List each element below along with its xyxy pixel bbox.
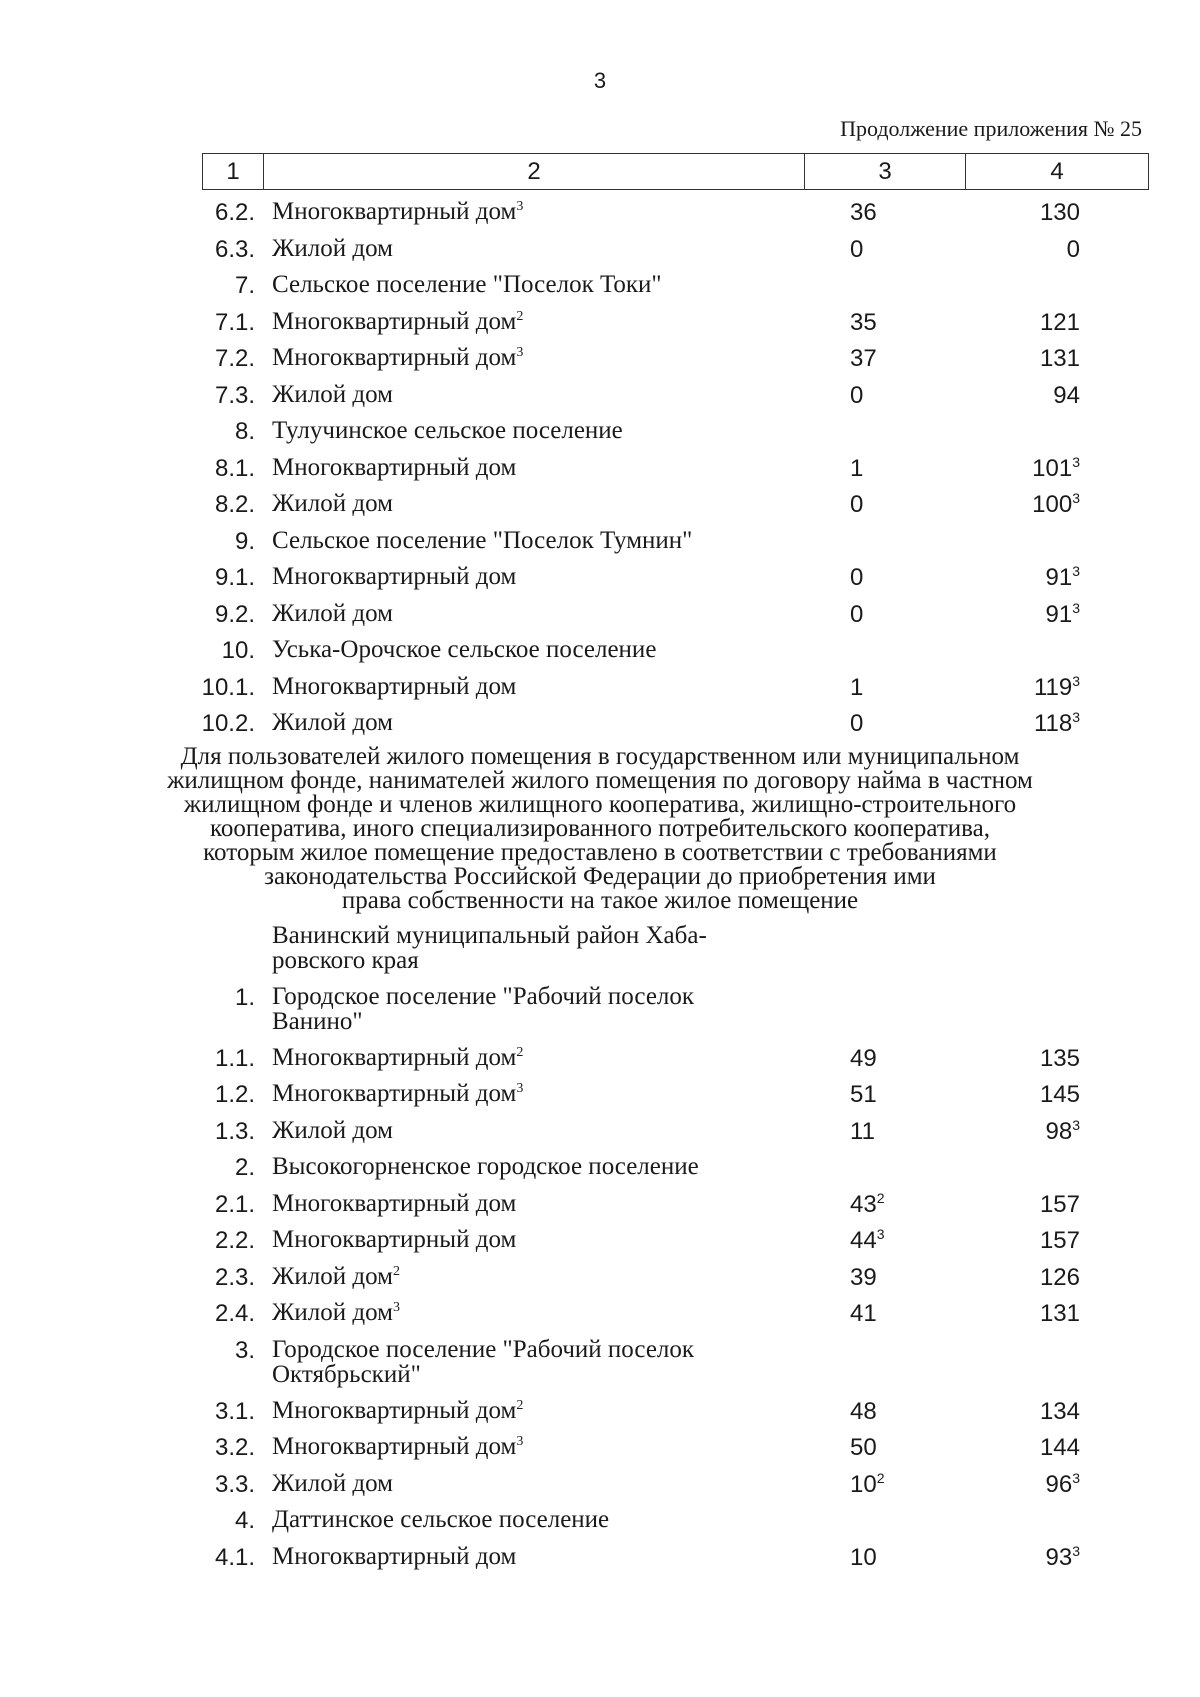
row-number: 9.2.: [214, 600, 255, 628]
section-heading-line: жилищном фонде и членов жилищного кооператива, жилищно-строительного: [183, 790, 1017, 818]
row-col3: [850, 564, 910, 592]
row-name-value: Ванинский муниципальный район Хаба-: [272, 921, 707, 949]
row-col3-value: 51: [850, 1081, 877, 1108]
row-number: 3.1.: [214, 1397, 255, 1425]
row-col4: [1010, 1300, 1080, 1328]
row-name-footnote-mark: 3: [392, 1300, 400, 1315]
row-col4-footnote-mark: 3: [1072, 709, 1080, 725]
row-col3-value: 44: [850, 1227, 877, 1254]
table-row: [0, 1150, 1200, 1187]
row-col3: [850, 1434, 910, 1462]
row-col4: [1010, 1264, 1080, 1292]
row-name-footnote-mark: 2: [516, 1397, 524, 1413]
row-name-value: Многоквартирный дом: [272, 307, 517, 335]
row-col3: [850, 1227, 910, 1255]
row-col4: [1010, 199, 1080, 227]
row-number: 10.1.: [201, 673, 255, 701]
section-heading: [0, 743, 1200, 919]
row-number: 2.: [234, 1154, 255, 1181]
row-col3: [850, 1398, 910, 1426]
row-number: 8.1.: [214, 454, 255, 482]
row-name-value: Многоквартирный дом: [272, 1433, 517, 1460]
table-row: [0, 1296, 1200, 1333]
row-col3-footnote-mark: 2: [876, 1189, 885, 1206]
row-name-footnote-mark: 3: [516, 199, 524, 214]
row-col3-value: 0: [850, 710, 864, 737]
section-heading-line: жилищном фонде, нанимателей жилого помещения по договору найма в частном: [167, 766, 1033, 794]
row-col4-footnote-mark: 3: [1072, 599, 1080, 616]
table-row: [0, 597, 1200, 634]
row-col3: [850, 1118, 910, 1146]
row-col4: [1010, 236, 1080, 264]
row-name-value: Многоквартирный дом: [272, 1189, 517, 1217]
row-col3: [850, 236, 910, 264]
row-name-value: Жилой дом: [272, 1299, 393, 1326]
row-name-value: Многоквартирный дом: [272, 1226, 517, 1253]
row-number: 7.3.: [214, 381, 255, 409]
row-col3-value: 37: [850, 345, 877, 372]
table-row: [0, 1077, 1200, 1114]
row-name-value: Высокогорненское городское поселение: [272, 1153, 699, 1180]
table-row: [0, 1223, 1200, 1260]
table-row: [0, 670, 1200, 707]
row-number: 3.3.: [214, 1470, 255, 1498]
row-number: 8.2.: [214, 491, 255, 518]
row-number: 1.3.: [214, 1117, 255, 1145]
row-number: 3.: [234, 1336, 255, 1364]
row-col3: [850, 199, 910, 227]
table-row: [0, 919, 1200, 980]
row-number: 3.2.: [214, 1434, 255, 1461]
row-col4: [1010, 601, 1080, 629]
column-header-3: 3: [805, 154, 966, 190]
table-row: [0, 1260, 1200, 1297]
row-name-value: Жилой дом: [272, 1469, 393, 1497]
rows-group-a: [0, 195, 1200, 743]
section-heading-line: которым жилое помещение предоставлено в соответствии с требованиями: [203, 838, 997, 866]
row-col3: [850, 1045, 910, 1073]
table-row: [0, 1467, 1200, 1504]
table-row: [0, 1394, 1200, 1431]
row-col4-footnote-mark: 3: [1072, 672, 1080, 689]
row-number: 8.: [234, 418, 255, 445]
row-col3-value: 0: [850, 235, 864, 263]
table-row: [0, 305, 1200, 342]
row-name-value: Жилой дом: [272, 599, 393, 627]
table-row: [0, 378, 1200, 415]
row-col4-footnote-mark: 3: [1072, 1116, 1080, 1133]
row-col4: [1010, 491, 1080, 519]
row-col4-value: 101: [1032, 454, 1073, 482]
row-col3: [850, 710, 910, 738]
row-col4-footnote-mark: 3: [1072, 563, 1080, 579]
row-col4-value: 118: [1033, 710, 1073, 737]
row-col4-value: 157: [1039, 1190, 1080, 1218]
row-col3-value: 41: [850, 1300, 877, 1327]
row-col4: [1010, 1118, 1080, 1146]
row-name: [272, 1337, 792, 1387]
row-name: [272, 1191, 792, 1216]
row-col3-value: 35: [850, 308, 877, 336]
row-number: 1.1.: [214, 1044, 255, 1072]
row-name-value: Уська-Орочское сельское поселение: [272, 636, 657, 663]
row-name-footnote-mark: 3: [516, 1081, 524, 1096]
row-col3: [850, 491, 910, 519]
row-number: 9.: [234, 527, 255, 555]
row-name: [272, 1264, 792, 1289]
row-name: [272, 236, 792, 261]
row-name-value: Жилой дом: [272, 380, 393, 408]
row-name-footnote-mark: 2: [516, 1044, 524, 1060]
row-col4-value: 121: [1039, 308, 1080, 336]
row-col4-value: 130: [1039, 199, 1080, 226]
row-name-value: Жилой дом: [272, 709, 393, 736]
row-col4: [1010, 1045, 1080, 1073]
row-number: 7.2.: [214, 345, 255, 372]
row-name-value: Жилой дом: [272, 490, 393, 517]
table-row: [0, 1540, 1200, 1577]
row-number: 2.1.: [214, 1190, 255, 1218]
row-name: [272, 601, 792, 626]
row-col4-value: 91: [1045, 564, 1073, 591]
row-col4-footnote-mark: 3: [1072, 1542, 1080, 1559]
row-name-value: Многоквартирный дом: [272, 563, 517, 590]
row-col4-value: 135: [1039, 1044, 1080, 1072]
table-row: [0, 1503, 1200, 1540]
section-heading-line: кооператива, иного специализированного потребительского кооператива,: [210, 814, 990, 842]
page-number: 3: [593, 68, 607, 93]
table-row: [0, 268, 1200, 305]
row-name-value: Жилой дом: [272, 1116, 393, 1144]
continuation-caption: Продолжение приложения № 25: [840, 116, 1142, 141]
row-name: [272, 674, 792, 699]
row-number: 6.3.: [214, 235, 255, 263]
row-col4-footnote-mark: 3: [1072, 453, 1080, 470]
row-name: [272, 564, 792, 589]
row-number: 1.2.: [214, 1081, 255, 1108]
row-col4: [1010, 1191, 1080, 1219]
row-name: [272, 1227, 792, 1252]
row-col3-value: 10: [850, 1470, 877, 1498]
row-name-continuation: Ванино": [272, 1007, 363, 1035]
row-name-value: Жилой дом: [272, 1262, 393, 1290]
table-row: [0, 560, 1200, 597]
row-name: [272, 1544, 792, 1569]
row-name: [272, 528, 792, 553]
row-col4-footnote-mark: 3: [1072, 1469, 1080, 1486]
row-number: 2.4.: [214, 1300, 255, 1327]
row-name-footnote-mark: 3: [516, 1434, 524, 1449]
row-col4-value: 100: [1032, 491, 1073, 518]
row-name: [272, 309, 792, 334]
row-col3: [850, 674, 910, 702]
row-number: 2.3.: [214, 1263, 255, 1291]
row-col4-value: 119: [1033, 673, 1073, 701]
row-name: [272, 1118, 792, 1143]
table-body: [0, 195, 1200, 1576]
row-col4: [1010, 1434, 1080, 1462]
row-col3-value: 39: [850, 1263, 877, 1291]
row-col4-value: 144: [1039, 1434, 1080, 1461]
row-name-value: Городское поселение "Рабочий поселок: [272, 982, 695, 1010]
column-header-row: [203, 154, 1149, 190]
row-col3-value: 43: [850, 1190, 877, 1218]
row-col3-value: 0: [850, 564, 864, 591]
row-col4-value: 94: [1053, 381, 1080, 409]
row-name-value: Многоквартирный дом: [272, 1080, 517, 1107]
rows-group-b: [0, 919, 1200, 1577]
row-col4-value: 126: [1039, 1263, 1080, 1291]
row-col4: [1010, 1544, 1080, 1572]
row-col3-value: 1: [850, 454, 864, 482]
column-header-2: 2: [264, 154, 805, 190]
row-col4: [1010, 564, 1080, 592]
row-col4: [1010, 1471, 1080, 1499]
row-col3: [850, 1191, 910, 1219]
row-col4: [1010, 710, 1080, 738]
row-col3-value: 49: [850, 1044, 877, 1072]
column-header-1: 1: [203, 154, 264, 190]
row-col4-value: 0: [1066, 235, 1080, 263]
row-name: [272, 418, 792, 443]
row-name-value: Сельское поселение "Поселок Тумнин": [272, 526, 693, 554]
section-heading-line: законодательства Российской Федерации до приобретения ими: [264, 862, 936, 890]
row-name: [272, 272, 792, 297]
table-row: [0, 1430, 1200, 1467]
row-col4: [1010, 1081, 1080, 1109]
row-name-value: Даттинское сельское поселение: [272, 1506, 610, 1533]
row-name-value: Многоквартирный дом: [272, 198, 517, 225]
row-col3-value: 0: [850, 491, 864, 518]
row-col3-value: 0: [850, 600, 864, 628]
row-col4: [1010, 674, 1080, 702]
row-name-continuation: ровского края: [272, 946, 419, 974]
row-col3: [850, 382, 910, 410]
row-name: [272, 710, 792, 735]
row-name-value: Городское поселение "Рабочий поселок: [272, 1335, 695, 1363]
row-name-value: Многоквартирный дом: [272, 453, 517, 481]
row-name: [272, 199, 792, 224]
table-row: [0, 451, 1200, 488]
row-name: [272, 455, 792, 480]
row-col4-value: 91: [1045, 600, 1073, 628]
row-col4-value: 131: [1039, 345, 1080, 372]
row-name: [272, 382, 792, 407]
row-name: [272, 1300, 792, 1325]
row-name-value: Тулучинское сельское поселение: [272, 417, 623, 444]
row-number: 10.: [221, 637, 255, 664]
row-name-value: Многоквартирный дом: [272, 344, 517, 371]
table-row: [0, 980, 1200, 1041]
row-number: 4.: [234, 1507, 255, 1534]
row-col4-value: 134: [1039, 1397, 1080, 1425]
row-col3: [850, 455, 910, 483]
row-name: [272, 637, 792, 662]
row-col4: [1010, 382, 1080, 410]
table-row: [0, 341, 1200, 378]
row-col3-value: 50: [850, 1434, 877, 1461]
row-col3-value: 10: [850, 1543, 877, 1571]
row-number: 9.1.: [214, 564, 255, 591]
row-col4-value: 98: [1045, 1117, 1073, 1145]
row-col4: [1010, 309, 1080, 337]
row-number: 7.: [234, 272, 255, 299]
table-row: [0, 524, 1200, 561]
row-col4-value: 93: [1045, 1543, 1073, 1571]
row-number: 4.1.: [214, 1543, 255, 1571]
row-name-value: Сельское поселение "Поселок Токи": [272, 271, 662, 298]
column-header-4: 4: [966, 154, 1149, 190]
table-row: [0, 1187, 1200, 1224]
row-col3: [850, 1081, 910, 1109]
row-number: 2.2.: [214, 1227, 255, 1254]
row-col3: [850, 1264, 910, 1292]
section-heading-line: Для пользователей жилого помещения в государственном или муниципальном: [180, 742, 1020, 770]
row-name: [272, 1154, 792, 1179]
row-name-value: Многоквартирный дом: [272, 1542, 517, 1570]
row-name-value: Жилой дом: [272, 234, 393, 262]
row-name: [272, 345, 792, 370]
row-name-footnote-mark: 2: [516, 308, 524, 324]
row-col3: [850, 1471, 910, 1499]
row-col4-value: 145: [1039, 1081, 1080, 1108]
row-col3: [850, 345, 910, 373]
row-name: [272, 1434, 792, 1459]
row-number: 7.1.: [214, 308, 255, 336]
row-name: [272, 1398, 792, 1423]
table-row: [0, 195, 1200, 232]
row-col3: [850, 601, 910, 629]
row-col4: [1010, 455, 1080, 483]
row-col3-footnote-mark: 3: [876, 1226, 885, 1242]
row-number: 10.2.: [201, 710, 255, 737]
row-col3-value: 36: [850, 199, 877, 226]
row-name: [272, 1081, 792, 1106]
row-col4: [1010, 1398, 1080, 1426]
row-col3-value: 48: [850, 1397, 877, 1425]
row-name-footnote-mark: 3: [516, 345, 524, 360]
table-row: [0, 1041, 1200, 1078]
table-row: [0, 414, 1200, 451]
table-row: [0, 633, 1200, 670]
row-col4: [1010, 1227, 1080, 1255]
column-header-table: [202, 153, 1149, 190]
row-name-value: Многоквартирный дом: [272, 1396, 517, 1424]
row-name: [272, 1471, 792, 1496]
row-col3: [850, 1300, 910, 1328]
table-row: [0, 487, 1200, 524]
row-col3: [850, 309, 910, 337]
row-name: [272, 923, 792, 973]
row-name: [272, 984, 792, 1034]
table-row: [0, 1333, 1200, 1394]
row-col3-value: 11: [850, 1117, 875, 1145]
row-col3-value: 1: [850, 673, 864, 701]
row-col3-footnote-mark: 2: [876, 1469, 885, 1486]
row-name: [272, 491, 792, 516]
row-col3-value: 0: [850, 381, 864, 409]
table-row: [0, 1114, 1200, 1151]
row-col4-footnote-mark: 3: [1072, 490, 1080, 506]
row-number: 6.2.: [214, 199, 255, 226]
row-name-value: Многоквартирный дом: [272, 672, 517, 700]
row-col4: [1010, 345, 1080, 373]
table-row: [0, 706, 1200, 743]
row-col3: [850, 1544, 910, 1572]
row-number: 1.: [234, 983, 255, 1011]
row-name-continuation: Октябрьский": [272, 1360, 421, 1388]
row-name: [272, 1045, 792, 1070]
row-col4-value: 96: [1045, 1470, 1073, 1498]
row-name-footnote-mark: 2: [392, 1263, 400, 1279]
row-name-value: Многоквартирный дом: [272, 1043, 517, 1071]
row-col4-value: 131: [1039, 1300, 1080, 1327]
row-name: [272, 1507, 792, 1532]
row-col4-value: 157: [1039, 1227, 1080, 1254]
section-heading-line: права собственности на такое жилое помещение: [341, 886, 859, 914]
table-row: [0, 232, 1200, 269]
